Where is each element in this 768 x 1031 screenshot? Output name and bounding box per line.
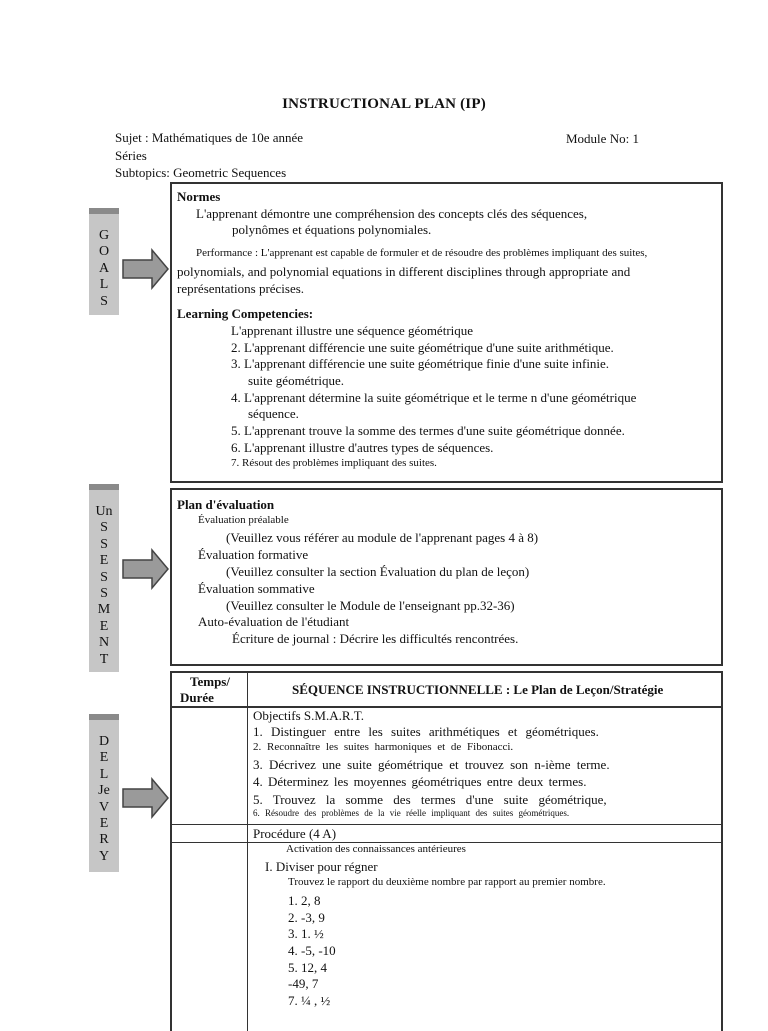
number-pair: 4. -5, -10 xyxy=(288,943,336,958)
pre-assessment-label: Évaluation préalable xyxy=(198,514,289,526)
competency-item: 4. L'apprenant détermine la suite géométrique et le terme n d'une géométrique xyxy=(231,390,637,405)
assessment-letter: S xyxy=(100,536,108,552)
sequence-header: SÉQUENCE INSTRUCTIONNELLE : Le Plan de Leçon/Stratégie xyxy=(292,682,664,697)
formative-label: Évaluation formative xyxy=(198,547,309,562)
number-pair: 3. 1. ½ xyxy=(288,926,324,941)
table-column-divider xyxy=(247,671,248,1031)
self-assessment-label: Auto-évaluation de l'étudiant xyxy=(198,614,350,629)
goals-letter: A xyxy=(98,260,110,276)
normes-label: Normes xyxy=(177,189,221,204)
assessment-letter: S xyxy=(100,586,108,602)
goals-letter: S xyxy=(100,293,108,309)
goals-letter: L xyxy=(99,277,109,293)
time-header: Durée xyxy=(180,690,214,705)
activity-instruction: Trouvez le rapport du deuxième nombre par rapport au premier nombre. xyxy=(288,876,606,888)
competency-item: suite géométrique. xyxy=(248,373,345,388)
competency-item: 6. L'apprenant illustre d'autres types de séquences. xyxy=(231,440,494,455)
competency-item: séquence. xyxy=(248,406,299,421)
objective-item: 5. Trouvez la somme des termes d'une suite géométrique, xyxy=(253,792,607,807)
performance-text: Performance : L'apprenant est capable de formuler et de résoudre des problèmes impliquant des suites, xyxy=(196,247,648,259)
procedure-label: Procédure (4 A) xyxy=(253,826,337,841)
delivery-letter: E xyxy=(99,750,109,766)
competency-item: 3. L'apprenant différencie une suite géométrique finie d'une suite infinie. xyxy=(231,356,610,371)
assessment-label: Plan d'évaluation xyxy=(177,497,275,512)
number-pair: 1. 2, 8 xyxy=(288,893,321,908)
goals-letter: O xyxy=(98,244,110,260)
goals-letter: G xyxy=(98,228,110,243)
assessment-letter: N xyxy=(98,635,110,651)
series-label: Séries xyxy=(115,148,147,163)
competency-item: 5. L'apprenant trouve la somme des termes d'une suite géométrique donnée. xyxy=(231,423,625,438)
delivery-letter: Je xyxy=(98,783,110,799)
delivery-letter: R xyxy=(99,832,109,848)
pre-assessment-note: (Veuillez vous référer au module de l'apprenant pages 4 à 8) xyxy=(226,530,539,545)
competency-item: 2. L'apprenant différencie une suite géométrique d'une suite arithmétique. xyxy=(231,340,614,355)
assessment-letter: S xyxy=(100,569,108,585)
competency-item: 7. Résout des problèmes impliquant des suites. xyxy=(231,457,437,469)
goals-sidebar xyxy=(89,208,119,315)
assessment-letter: E xyxy=(99,553,109,569)
assessment-letter: M xyxy=(97,602,111,618)
assessment-letter: E xyxy=(99,618,109,634)
delivery-letter: V xyxy=(98,799,110,815)
number-pair: -49, 7 xyxy=(288,976,319,991)
table-row-divider xyxy=(170,824,723,825)
normes-text: polynômes et équations polynomiales. xyxy=(232,222,432,237)
normes-text: L'apprenant démontre une compréhension des concepts clés des séquences, xyxy=(196,206,588,221)
summative-note: (Veuillez consulter le Module de l'enseignant pp.32-36) xyxy=(226,598,515,613)
time-header: Temps/ xyxy=(190,674,230,689)
activation-label: Activation des connaissances antérieures xyxy=(286,843,466,855)
assessment-sidebar xyxy=(89,484,119,672)
formative-note: (Veuillez consulter la section Évaluation du plan de leçon) xyxy=(226,564,530,579)
subject-label: Sujet : Mathématiques de 10e année xyxy=(115,130,304,145)
delivery-letter: Y xyxy=(98,848,110,864)
goals-arrow-icon xyxy=(122,248,170,290)
assessment-letter: S xyxy=(100,520,108,536)
delivery-letter: L xyxy=(99,766,109,782)
number-pair: 7. ¼ , ½ xyxy=(288,993,331,1008)
performance-text: représentations précises. xyxy=(177,281,305,296)
number-pair: 2. -3, 9 xyxy=(288,910,325,925)
objectives-label: Objectifs S.M.A.R.T. xyxy=(253,708,364,723)
objective-item: 3. Décrivez une suite géométrique et trouvez son n-ième terme. xyxy=(253,757,610,772)
page-title: INSTRUCTIONAL PLAN (IP) xyxy=(282,96,486,112)
number-pair: 5. 12, 4 xyxy=(288,960,327,975)
delivery-sidebar xyxy=(89,714,119,872)
performance-text: polynomials, and polynomial equations in different disciplines through appropriate and xyxy=(177,264,631,279)
objective-item: 6. Résoudre des problèmes de la vie réelle impliquant des suites géométriques. xyxy=(253,808,570,818)
delivery-arrow-icon xyxy=(122,777,170,819)
delivery-letter: E xyxy=(99,816,109,832)
competencies-label: Learning Competencies: xyxy=(177,306,314,321)
summative-label: Évaluation sommative xyxy=(198,581,315,596)
assessment-letter: T xyxy=(99,651,109,667)
assessment-letter: Un xyxy=(95,504,113,519)
subtopics-label: Subtopics: Geometric Sequences xyxy=(115,165,287,180)
objective-item: 4. Déterminez les moyennes géométriques entre deux termes. xyxy=(253,774,587,789)
delivery-letter: D xyxy=(98,734,110,749)
activity-title: I. Diviser pour régner xyxy=(265,859,378,874)
objective-item: 1. Distinguer entre les suites arithmétiques et géométriques. xyxy=(253,724,599,739)
assessment-arrow-icon xyxy=(122,548,170,590)
module-number: Module No: 1 xyxy=(566,131,639,146)
objective-item: 2. Reconnaître les suites harmoniques et de Fibonacci. xyxy=(253,741,514,753)
competency-item: L'apprenant illustre une séquence géométrique xyxy=(231,323,474,338)
self-assessment-note: Écriture de journal : Décrire les difficultés rencontrées. xyxy=(232,631,519,646)
